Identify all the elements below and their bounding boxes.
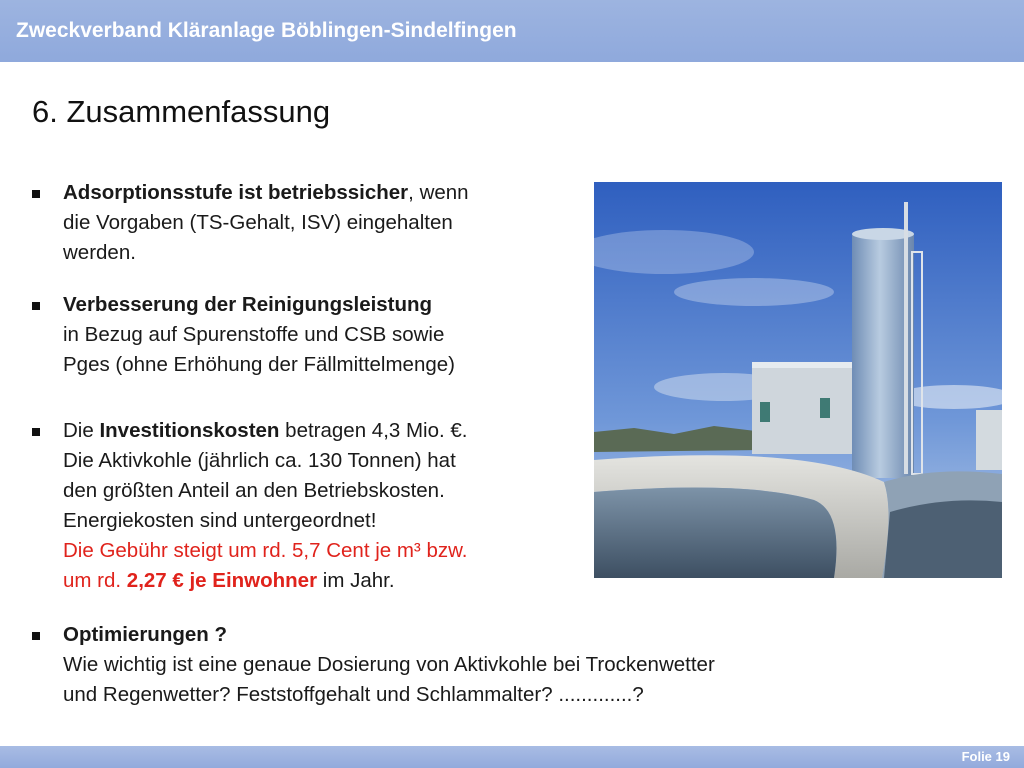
bullet-text-line: , wenn xyxy=(408,181,469,204)
footer-bar xyxy=(0,746,1024,768)
bullet-text-line: und Regenwetter? Feststoffgehalt und Schlammalter? .............? xyxy=(63,683,644,706)
header-title: Zweckverband Kläranlage Böblingen-Sindelfingen xyxy=(16,19,517,42)
bullet-text-line: die Vorgaben (TS-Gehalt, ISV) eingehalten xyxy=(63,211,453,234)
bullet-heading: Verbesserung der Reinigungsleistung xyxy=(63,293,433,316)
bullet-text-line: den größten Anteil an den Betriebskosten. xyxy=(63,479,445,502)
bullet-text-line: im Jahr. xyxy=(317,569,395,592)
bullet-square-icon xyxy=(32,190,40,198)
highlight-text-line: um rd. xyxy=(63,569,127,592)
bullet-text-line: Energiekosten sind untergeordnet! xyxy=(63,509,377,532)
bullet-text-line: betragen 4,3 Mio. €. xyxy=(279,419,468,442)
bullet-heading: Investitionskosten xyxy=(99,419,280,442)
bullet-text-line: Die xyxy=(63,419,100,442)
bullet-text xyxy=(63,620,883,710)
plant-photo-illustration xyxy=(594,182,1002,578)
slide-number: Folie 19 xyxy=(961,749,1010,764)
bullet-heading: Optimierungen ? xyxy=(63,623,227,646)
header-bar xyxy=(0,0,1024,62)
bullet-text-line: Die Aktivkohle (jährlich ca. 130 Tonnen) hat xyxy=(63,449,456,472)
plant-photo xyxy=(594,182,1002,578)
slide-title: 6. Zusammenfassung xyxy=(32,94,331,129)
bullet-text-line: werden. xyxy=(63,241,136,264)
bullet-heading: Adsorptionsstufe ist betriebssicher xyxy=(63,181,409,204)
bullet-square-icon xyxy=(32,302,40,310)
bullet-text-line: Pges (ohne Erhöhung der Fällmittelmenge) xyxy=(63,353,455,376)
bullet-square-icon xyxy=(32,428,40,436)
highlight-text-line: Die Gebühr steigt um rd. 5,7 Cent je m³ bzw. xyxy=(63,539,468,562)
bullet-text-line: in Bezug auf Spurenstoffe und CSB sowie xyxy=(63,323,445,346)
bullet-text-line: Wie wichtig ist eine genaue Dosierung von Aktivkohle bei Trockenwetter xyxy=(63,653,715,676)
bullet-square-icon xyxy=(32,632,40,640)
highlight-amount: 2,27 € je Einwohner xyxy=(126,569,318,592)
